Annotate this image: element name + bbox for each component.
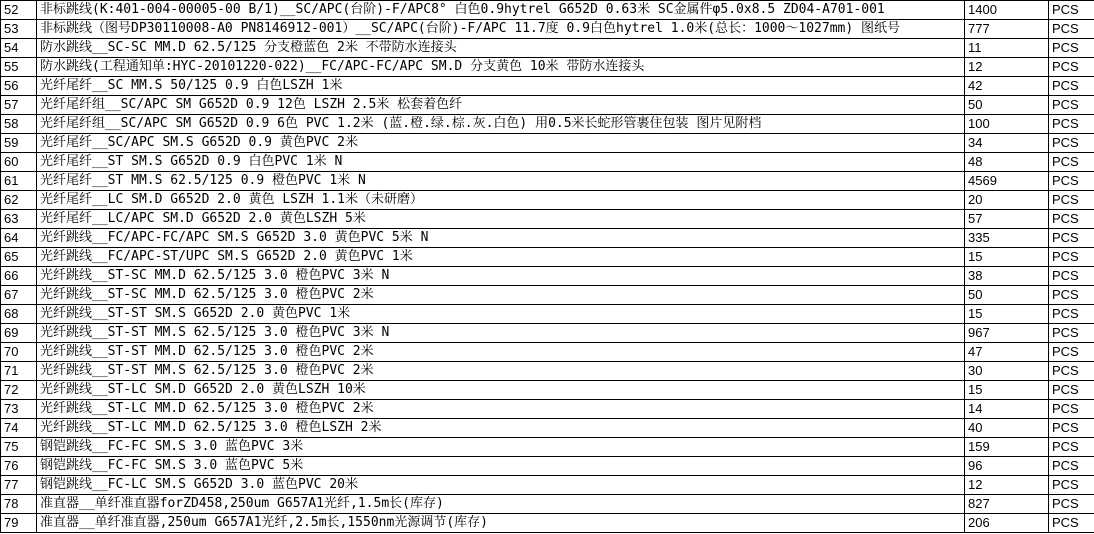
table-row (1, 191, 1094, 210)
table-row (1, 39, 1094, 58)
description-cell[interactable]: 防水跳线(工程通知单:HYC-20101220-022)__FC/APC-FC/APC SM.D 分支黄色 10米 带防水连接头 (37, 58, 965, 77)
row-number-cell[interactable]: 56 (1, 77, 37, 96)
unit-cell[interactable]: PCS (1049, 229, 1094, 248)
description-cell[interactable]: 准直器__单纤准直器,250um G657A1光纤,2.5m长,1550nm光源调节(库存) (37, 514, 965, 533)
row-number-cell[interactable]: 70 (1, 343, 37, 362)
row-number-cell[interactable]: 79 (1, 514, 37, 533)
quantity-cell[interactable]: 50 (965, 286, 1049, 305)
row-number-cell[interactable]: 73 (1, 400, 37, 419)
quantity-cell[interactable]: 34 (965, 134, 1049, 153)
unit-cell[interactable]: PCS (1049, 39, 1094, 58)
quantity-cell[interactable]: 100 (965, 115, 1049, 134)
quantity-cell[interactable]: 15 (965, 305, 1049, 324)
table-row (1, 77, 1094, 96)
table-row (1, 96, 1094, 115)
quantity-cell[interactable]: 15 (965, 381, 1049, 400)
table-row (1, 343, 1094, 362)
unit-cell[interactable]: PCS (1049, 134, 1094, 153)
description-cell[interactable]: 光纤跳线__ST-SC MM.D 62.5/125 3.0 橙色PVC 2米 (37, 286, 965, 305)
table-row (1, 438, 1094, 457)
unit-cell[interactable]: PCS (1049, 267, 1094, 286)
unit-cell[interactable]: PCS (1049, 248, 1094, 267)
table-row (1, 457, 1094, 476)
row-number-cell[interactable]: 59 (1, 134, 37, 153)
unit-cell[interactable]: PCS (1049, 191, 1094, 210)
unit-cell[interactable]: PCS (1049, 115, 1094, 134)
row-number-cell[interactable]: 75 (1, 438, 37, 457)
unit-cell[interactable]: PCS (1049, 514, 1094, 533)
row-number-cell[interactable]: 76 (1, 457, 37, 476)
table-row (1, 381, 1094, 400)
description-cell[interactable]: 光纤跳线__ST-SC MM.D 62.5/125 3.0 橙色PVC 3米 N (37, 267, 965, 286)
row-number-cell[interactable]: 78 (1, 495, 37, 514)
description-cell[interactable]: 光纤跳线__FC/APC-FC/APC SM.S G652D 3.0 黄色PVC 5米 N (37, 229, 965, 248)
quantity-cell[interactable]: 42 (965, 77, 1049, 96)
description-cell[interactable]: 准直器__单纤准直器forZD458,250um G657A1光纤,1.5m长(库存) (37, 495, 965, 514)
unit-cell[interactable]: PCS (1049, 495, 1094, 514)
unit-cell[interactable]: PCS (1049, 362, 1094, 381)
quantity-cell[interactable]: 96 (965, 457, 1049, 476)
table-row (1, 267, 1094, 286)
table-row (1, 476, 1094, 495)
row-number-cell[interactable]: 71 (1, 362, 37, 381)
row-number-cell[interactable]: 63 (1, 210, 37, 229)
row-number-cell[interactable]: 74 (1, 419, 37, 438)
quantity-cell[interactable]: 777 (965, 20, 1049, 39)
row-number-cell[interactable]: 69 (1, 324, 37, 343)
unit-cell[interactable]: PCS (1049, 210, 1094, 229)
quantity-cell[interactable]: 1400 (965, 1, 1049, 20)
row-number-cell[interactable]: 66 (1, 267, 37, 286)
table-row (1, 362, 1094, 381)
quantity-cell[interactable]: 967 (965, 324, 1049, 343)
quantity-cell[interactable]: 335 (965, 229, 1049, 248)
row-number-cell[interactable]: 65 (1, 248, 37, 267)
row-number-cell[interactable]: 72 (1, 381, 37, 400)
description-cell[interactable]: 光纤跳线__FC/APC-ST/UPC SM.S G652D 2.0 黄色PVC 1米 (37, 248, 965, 267)
unit-cell[interactable]: PCS (1049, 77, 1094, 96)
quantity-cell[interactable]: 20 (965, 191, 1049, 210)
table-row (1, 305, 1094, 324)
row-number-cell[interactable]: 52 (1, 1, 37, 20)
quantity-cell[interactable]: 30 (965, 362, 1049, 381)
unit-cell[interactable]: PCS (1049, 1, 1094, 20)
quantity-cell[interactable]: 40 (965, 419, 1049, 438)
unit-cell[interactable]: PCS (1049, 324, 1094, 343)
unit-cell[interactable]: PCS (1049, 286, 1094, 305)
description-cell[interactable]: 光纤跳线__ST-ST SM.S G652D 2.0 黄色PVC 1米 (37, 305, 965, 324)
quantity-cell[interactable]: 47 (965, 343, 1049, 362)
unit-cell[interactable]: PCS (1049, 96, 1094, 115)
unit-cell[interactable]: PCS (1049, 343, 1094, 362)
row-number-cell[interactable]: 64 (1, 229, 37, 248)
table-row (1, 153, 1094, 172)
description-cell[interactable]: 光纤跳线__ST-LC SM.D G652D 2.0 黄色LSZH 10米 (37, 381, 965, 400)
unit-cell[interactable]: PCS (1049, 305, 1094, 324)
table-row (1, 210, 1094, 229)
description-cell[interactable]: 光纤跳线__ST-LC MM.D 62.5/125 3.0 橙色PVC 2米 (37, 400, 965, 419)
description-cell[interactable]: 非标跳线（图号DP30110008-A0 PN8146912-001）__SC/APC(台阶)-F/APC 11.7度 0.9白色hytrel 1.0米(总长：1000～1027mm) 图纸号 (37, 20, 965, 39)
quantity-cell[interactable]: 48 (965, 153, 1049, 172)
quantity-cell[interactable]: 11 (965, 39, 1049, 58)
description-cell[interactable]: 光纤跳线__ST-LC MM.D 62.5/125 3.0 橙色LSZH 2米 (37, 419, 965, 438)
unit-cell[interactable]: PCS (1049, 419, 1094, 438)
row-number-cell[interactable]: 55 (1, 58, 37, 77)
unit-cell[interactable]: PCS (1049, 438, 1094, 457)
table-row (1, 1, 1094, 20)
row-number-cell[interactable]: 60 (1, 153, 37, 172)
description-cell[interactable]: 光纤尾纤__ST SM.S G652D 0.9 白色PVC 1米 N (37, 153, 965, 172)
description-cell[interactable]: 光纤跳线__ST-ST MM.S 62.5/125 3.0 橙色PVC 3米 N (37, 324, 965, 343)
table-row (1, 58, 1094, 77)
description-cell[interactable]: 钢铠跳线__FC-FC SM.S 3.0 蓝色PVC 3米 (37, 438, 965, 457)
table-row (1, 514, 1094, 533)
unit-cell[interactable]: PCS (1049, 476, 1094, 495)
description-cell[interactable]: 光纤尾纤__SC MM.S 50/125 0.9 白色LSZH 1米 (37, 77, 965, 96)
description-cell[interactable]: 防水跳线__SC-SC MM.D 62.5/125 分支橙蓝色 2米 不带防水连接头 (37, 39, 965, 58)
unit-cell[interactable]: PCS (1049, 400, 1094, 419)
row-number-cell[interactable]: 67 (1, 286, 37, 305)
table-row (1, 248, 1094, 267)
row-number-cell[interactable]: 77 (1, 476, 37, 495)
quantity-cell[interactable]: 14 (965, 400, 1049, 419)
quantity-cell[interactable]: 827 (965, 495, 1049, 514)
table-row (1, 419, 1094, 438)
description-cell[interactable]: 光纤跳线__ST-ST MM.S 62.5/125 3.0 橙色PVC 2米 (37, 362, 965, 381)
description-cell[interactable]: 光纤尾纤__ST MM.S 62.5/125 0.9 橙色PVC 1米 N (37, 172, 965, 191)
table-row (1, 20, 1094, 39)
row-number-cell[interactable]: 58 (1, 115, 37, 134)
description-cell[interactable]: 光纤尾纤组__SC/APC SM G652D 0.9 6色 PVC 1.2米 (蓝.橙.绿.棕.灰.白色) 用0.5米长蛇形管裹住包装 图片见附档 (37, 115, 965, 134)
table-body (1, 1, 1094, 533)
description-cell[interactable]: 钢铠跳线__FC-FC SM.S 3.0 蓝色PVC 5米 (37, 457, 965, 476)
table-row (1, 495, 1094, 514)
quantity-cell[interactable]: 50 (965, 96, 1049, 115)
description-cell[interactable]: 光纤尾纤__SC/APC SM.S G652D 0.9 黄色PVC 2米 (37, 134, 965, 153)
unit-cell[interactable]: PCS (1049, 381, 1094, 400)
row-number-cell[interactable]: 57 (1, 96, 37, 115)
unit-cell[interactable]: PCS (1049, 58, 1094, 77)
row-number-cell[interactable]: 54 (1, 39, 37, 58)
row-number-cell[interactable]: 68 (1, 305, 37, 324)
quantity-cell[interactable]: 38 (965, 267, 1049, 286)
table-row (1, 134, 1094, 153)
description-cell[interactable]: 光纤尾纤__LC SM.D G652D 2.0 黄色 LSZH 1.1米（未研磨） (37, 191, 965, 210)
table-row (1, 324, 1094, 343)
quantity-cell[interactable]: 206 (965, 514, 1049, 533)
quantity-cell[interactable]: 159 (965, 438, 1049, 457)
quantity-cell[interactable]: 57 (965, 210, 1049, 229)
quantity-cell[interactable]: 12 (965, 476, 1049, 495)
table-row (1, 172, 1094, 191)
quantity-cell[interactable]: 12 (965, 58, 1049, 77)
unit-cell[interactable]: PCS (1049, 172, 1094, 191)
unit-cell[interactable]: PCS (1049, 20, 1094, 39)
description-cell[interactable]: 光纤跳线__ST-ST MM.D 62.5/125 3.0 橙色PVC 2米 (37, 343, 965, 362)
unit-cell[interactable]: PCS (1049, 457, 1094, 476)
table-row (1, 229, 1094, 248)
table-row (1, 286, 1094, 305)
table-row (1, 400, 1094, 419)
quantity-cell[interactable]: 15 (965, 248, 1049, 267)
row-number-cell[interactable]: 62 (1, 191, 37, 210)
description-cell[interactable]: 钢铠跳线__FC-LC SM.S G652D 3.0 蓝色PVC 20米 (37, 476, 965, 495)
description-cell[interactable]: 光纤尾纤__LC/APC SM.D G652D 2.0 黄色LSZH 5米 (37, 210, 965, 229)
row-number-cell[interactable]: 61 (1, 172, 37, 191)
row-number-cell[interactable]: 53 (1, 20, 37, 39)
table-row (1, 115, 1094, 134)
description-cell[interactable]: 光纤尾纤组__SC/APC SM G652D 0.9 12色 LSZH 2.5米 松套着色纤 (37, 96, 965, 115)
quantity-cell[interactable]: 4569 (965, 172, 1049, 191)
unit-cell[interactable]: PCS (1049, 153, 1094, 172)
description-cell[interactable]: 非标跳线(K:401-004-00005-00 B/1)__SC/APC(台阶)-F/APC8° 白色0.9hytrel G652D 0.63米 SC金属件φ5.0x8.5 ZD04-A701-001 (37, 1, 965, 20)
